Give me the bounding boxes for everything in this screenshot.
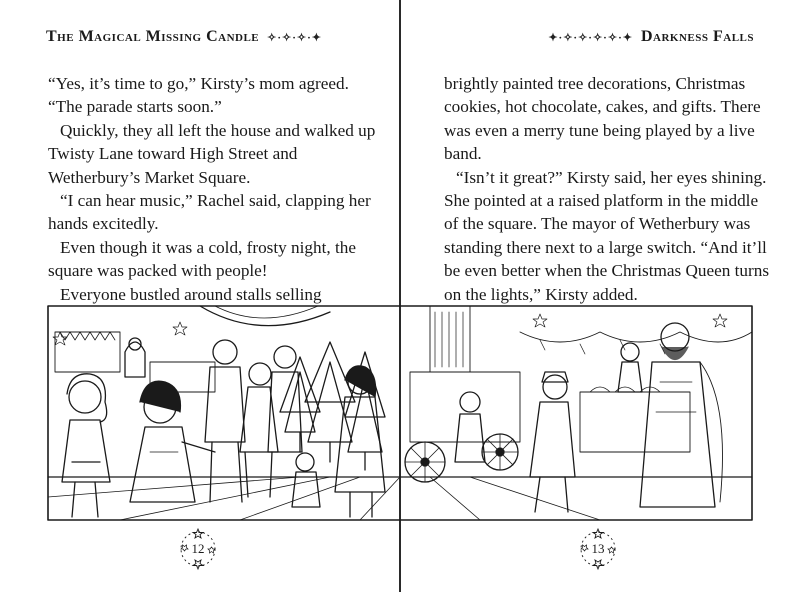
market-square-illustration [0,302,800,524]
paragraph: Quickly, they all left the house and walked up Twisty Lane toward High Street and Wetherbury’s Market Square. [48,120,376,187]
star-ornament-icon: ✦·✧·✧·✧·✧·✦ [548,31,633,44]
paragraph: “I can hear music,” Rachel said, clapping her hands excitedly. [48,191,371,234]
star-ornament-icon: ✧·✧·✧·✦ [267,31,323,44]
right-body-text [444,72,774,306]
paragraph: “Yes, it’s time to go,” Kirsty’s mom agreed. “The parade starts soon.” [48,74,349,117]
page-number: 12 [191,541,205,556]
right-page-number [575,526,621,572]
paragraph: brightly painted tree decorations, Christmas cookies, hot chocolate, cakes, and gifts. There was even a merry tune being played by a live band. [444,74,761,164]
right-running-head-title: Darkness Falls [640,28,754,45]
left-running-head-title: The Magical Missing Candle [46,28,260,45]
page-number: 13 [591,541,605,556]
left-body-text [48,72,378,306]
left-running-head [46,28,330,46]
paragraph: “Isn’t it great?” Kirsty said, her eyes shining. She pointed at a raised platform in the middle of the square. The mayor of Wetherbury was standing there next to a large switch. “And it’ll be even better when the Christmas Queen turns on the lights,” Kirsty added. [444,167,770,304]
paragraph: Everyone bustled around stalls selling [60,284,322,304]
right-running-head [540,28,754,46]
left-page-number [175,526,221,572]
paragraph: Even though it was a cold, frosty night, the square was packed with people! [48,237,356,281]
